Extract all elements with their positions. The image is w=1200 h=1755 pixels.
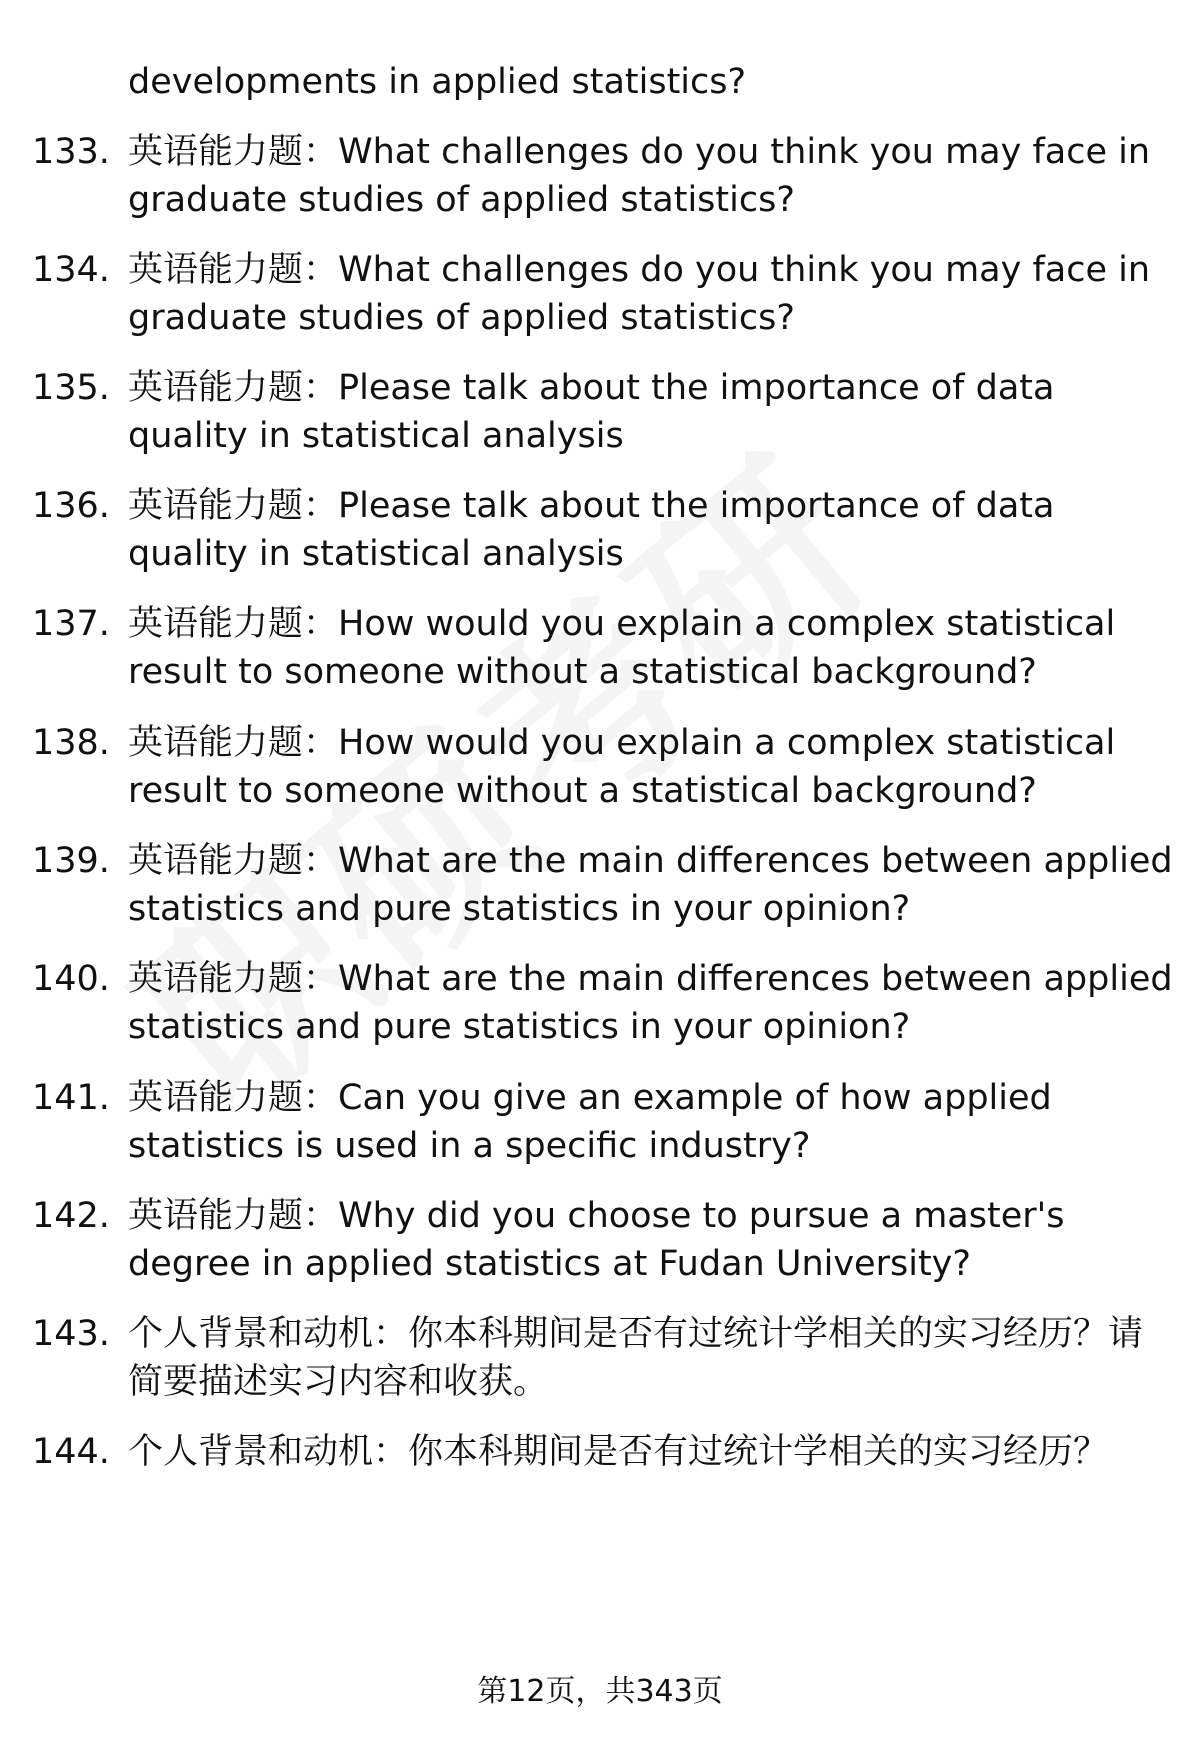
question-text: 英语能力题：Please talk about the importance of data quality in statistical analysis bbox=[128, 368, 1055, 456]
question-number: 142. bbox=[32, 1196, 110, 1236]
question-number: 133. bbox=[32, 132, 110, 172]
question-number: 135. bbox=[32, 368, 110, 408]
question-text: 英语能力题：How would you explain a complex statistical result to someone without a statistical background? bbox=[128, 723, 1116, 811]
question-number: 136. bbox=[32, 486, 110, 526]
question-text: 英语能力题：Can you give an example of how applied statistics is used in a specific industry? bbox=[128, 1078, 1052, 1166]
question-text: 英语能力题：Why did you choose to pursue a master's degree in applied statistics at Fudan University? bbox=[128, 1196, 1065, 1284]
question-number: 143. bbox=[32, 1314, 110, 1354]
page-footer: 第12页，共343页 bbox=[477, 1674, 723, 1709]
question-number: 134. bbox=[32, 250, 110, 290]
question-text: 英语能力题：What are the main differences between applied statistics and pure statistics in your opinion? bbox=[128, 959, 1173, 1047]
question-number: 141. bbox=[32, 1078, 110, 1118]
question-number: 144. bbox=[32, 1432, 110, 1472]
question-text: 英语能力题：How would you explain a complex statistical result to someone without a statistical background? bbox=[128, 604, 1116, 692]
question-number: 139. bbox=[32, 841, 110, 881]
question-text: 英语能力题：What challenges do you think you may face in graduate studies of applied statistics? bbox=[128, 250, 1151, 338]
question-text: 英语能力题：What challenges do you think you may face in graduate studies of applied statistics? bbox=[128, 132, 1151, 220]
question-text: 英语能力题：Please talk about the importance of data quality in statistical analysis bbox=[128, 486, 1055, 574]
question-text: 个人背景和动机：你本科期间是否有过统计学相关的实习经历？请简要描述实习内容和收获。 bbox=[128, 1314, 1144, 1402]
question-number: 138. bbox=[32, 723, 110, 763]
question-text: 个人背景和动机：你本科期间是否有过统计学相关的实习经历？ bbox=[128, 1432, 1109, 1472]
question-text: 英语能力题：What are the main differences between applied statistics and pure statistics in your opinion? bbox=[128, 841, 1173, 929]
continued-question-text: developments in applied statistics? bbox=[128, 62, 747, 102]
question-number: 140. bbox=[32, 959, 110, 999]
question-number: 137. bbox=[32, 604, 110, 644]
